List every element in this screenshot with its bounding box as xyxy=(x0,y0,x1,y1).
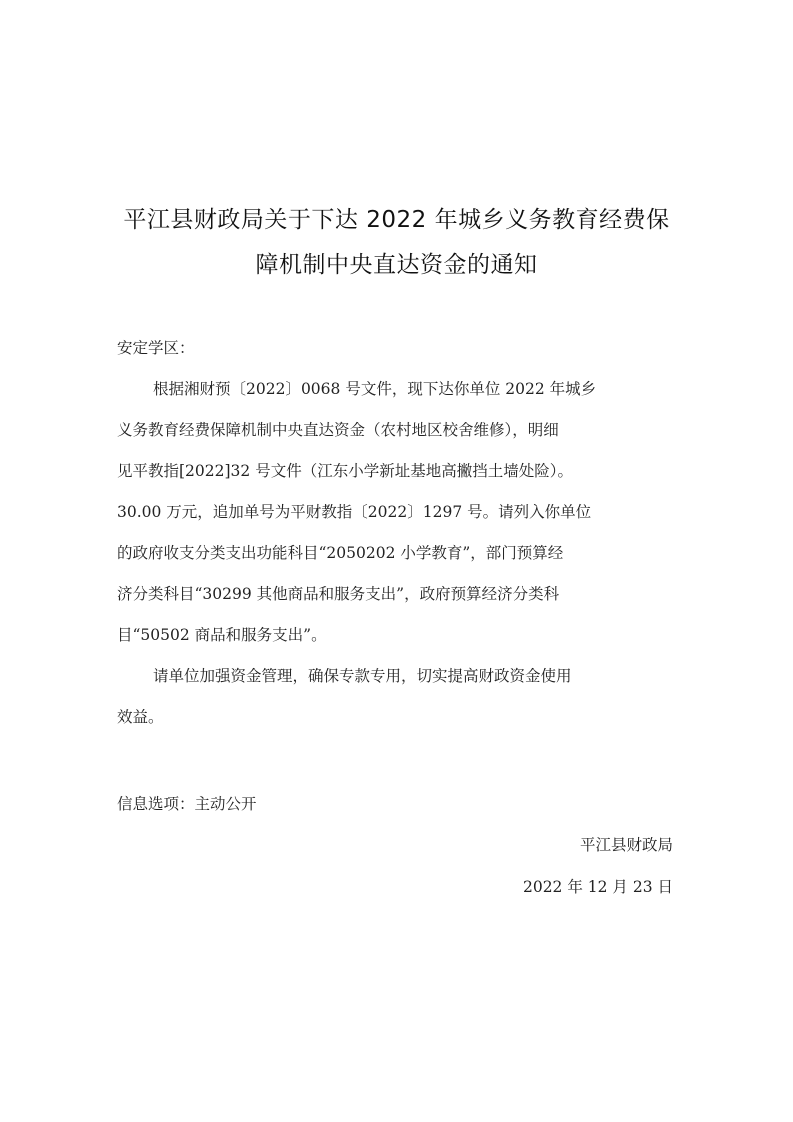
info-option: 信息选项：主动公开 xyxy=(117,795,257,813)
issuer-name: 平江县财政局 xyxy=(579,836,673,854)
document-title-line-2: 障机制中央直达资金的通知 xyxy=(255,252,538,278)
paragraph-2-line: 效益。 xyxy=(117,708,164,726)
salutation: 安定学区： xyxy=(117,339,195,357)
paragraph-1-line: 30.00 万元，追加单号为平财教指〔2022〕1297 号。请列入你单位 xyxy=(117,503,592,521)
paragraph-1-line: 根据湘财预〔2022〕0068 号文件，现下达你单位 2022 年城乡 xyxy=(153,380,597,398)
paragraph-1-line: 济分类科目“30299 其他商品和服务支出”，政府预算经济分类科 xyxy=(117,585,560,603)
paragraph-1-line: 义务教育经费保障机制中央直达资金（农村地区校舍维修），明细 xyxy=(117,421,559,439)
paragraph-2-line: 请单位加强资金管理，确保专款专用，切实提高财政资金使用 xyxy=(153,667,572,685)
issue-date: 2022 年 12 月 23 日 xyxy=(522,878,673,896)
paragraph-1-line: 的政府收支分类支出功能科目“2050202 小学教育”，部门预算经 xyxy=(117,544,564,562)
paragraph-1-line: 见平教指[2022]32 号文件（江东小学新址基地高撇挡土墙处险）。 xyxy=(117,462,573,480)
document-title-line-1: 平江县财政局关于下达 2022 年城乡义务教育经费保 xyxy=(123,207,670,233)
paragraph-1-line: 目“50502 商品和服务支出”。 xyxy=(117,626,327,644)
